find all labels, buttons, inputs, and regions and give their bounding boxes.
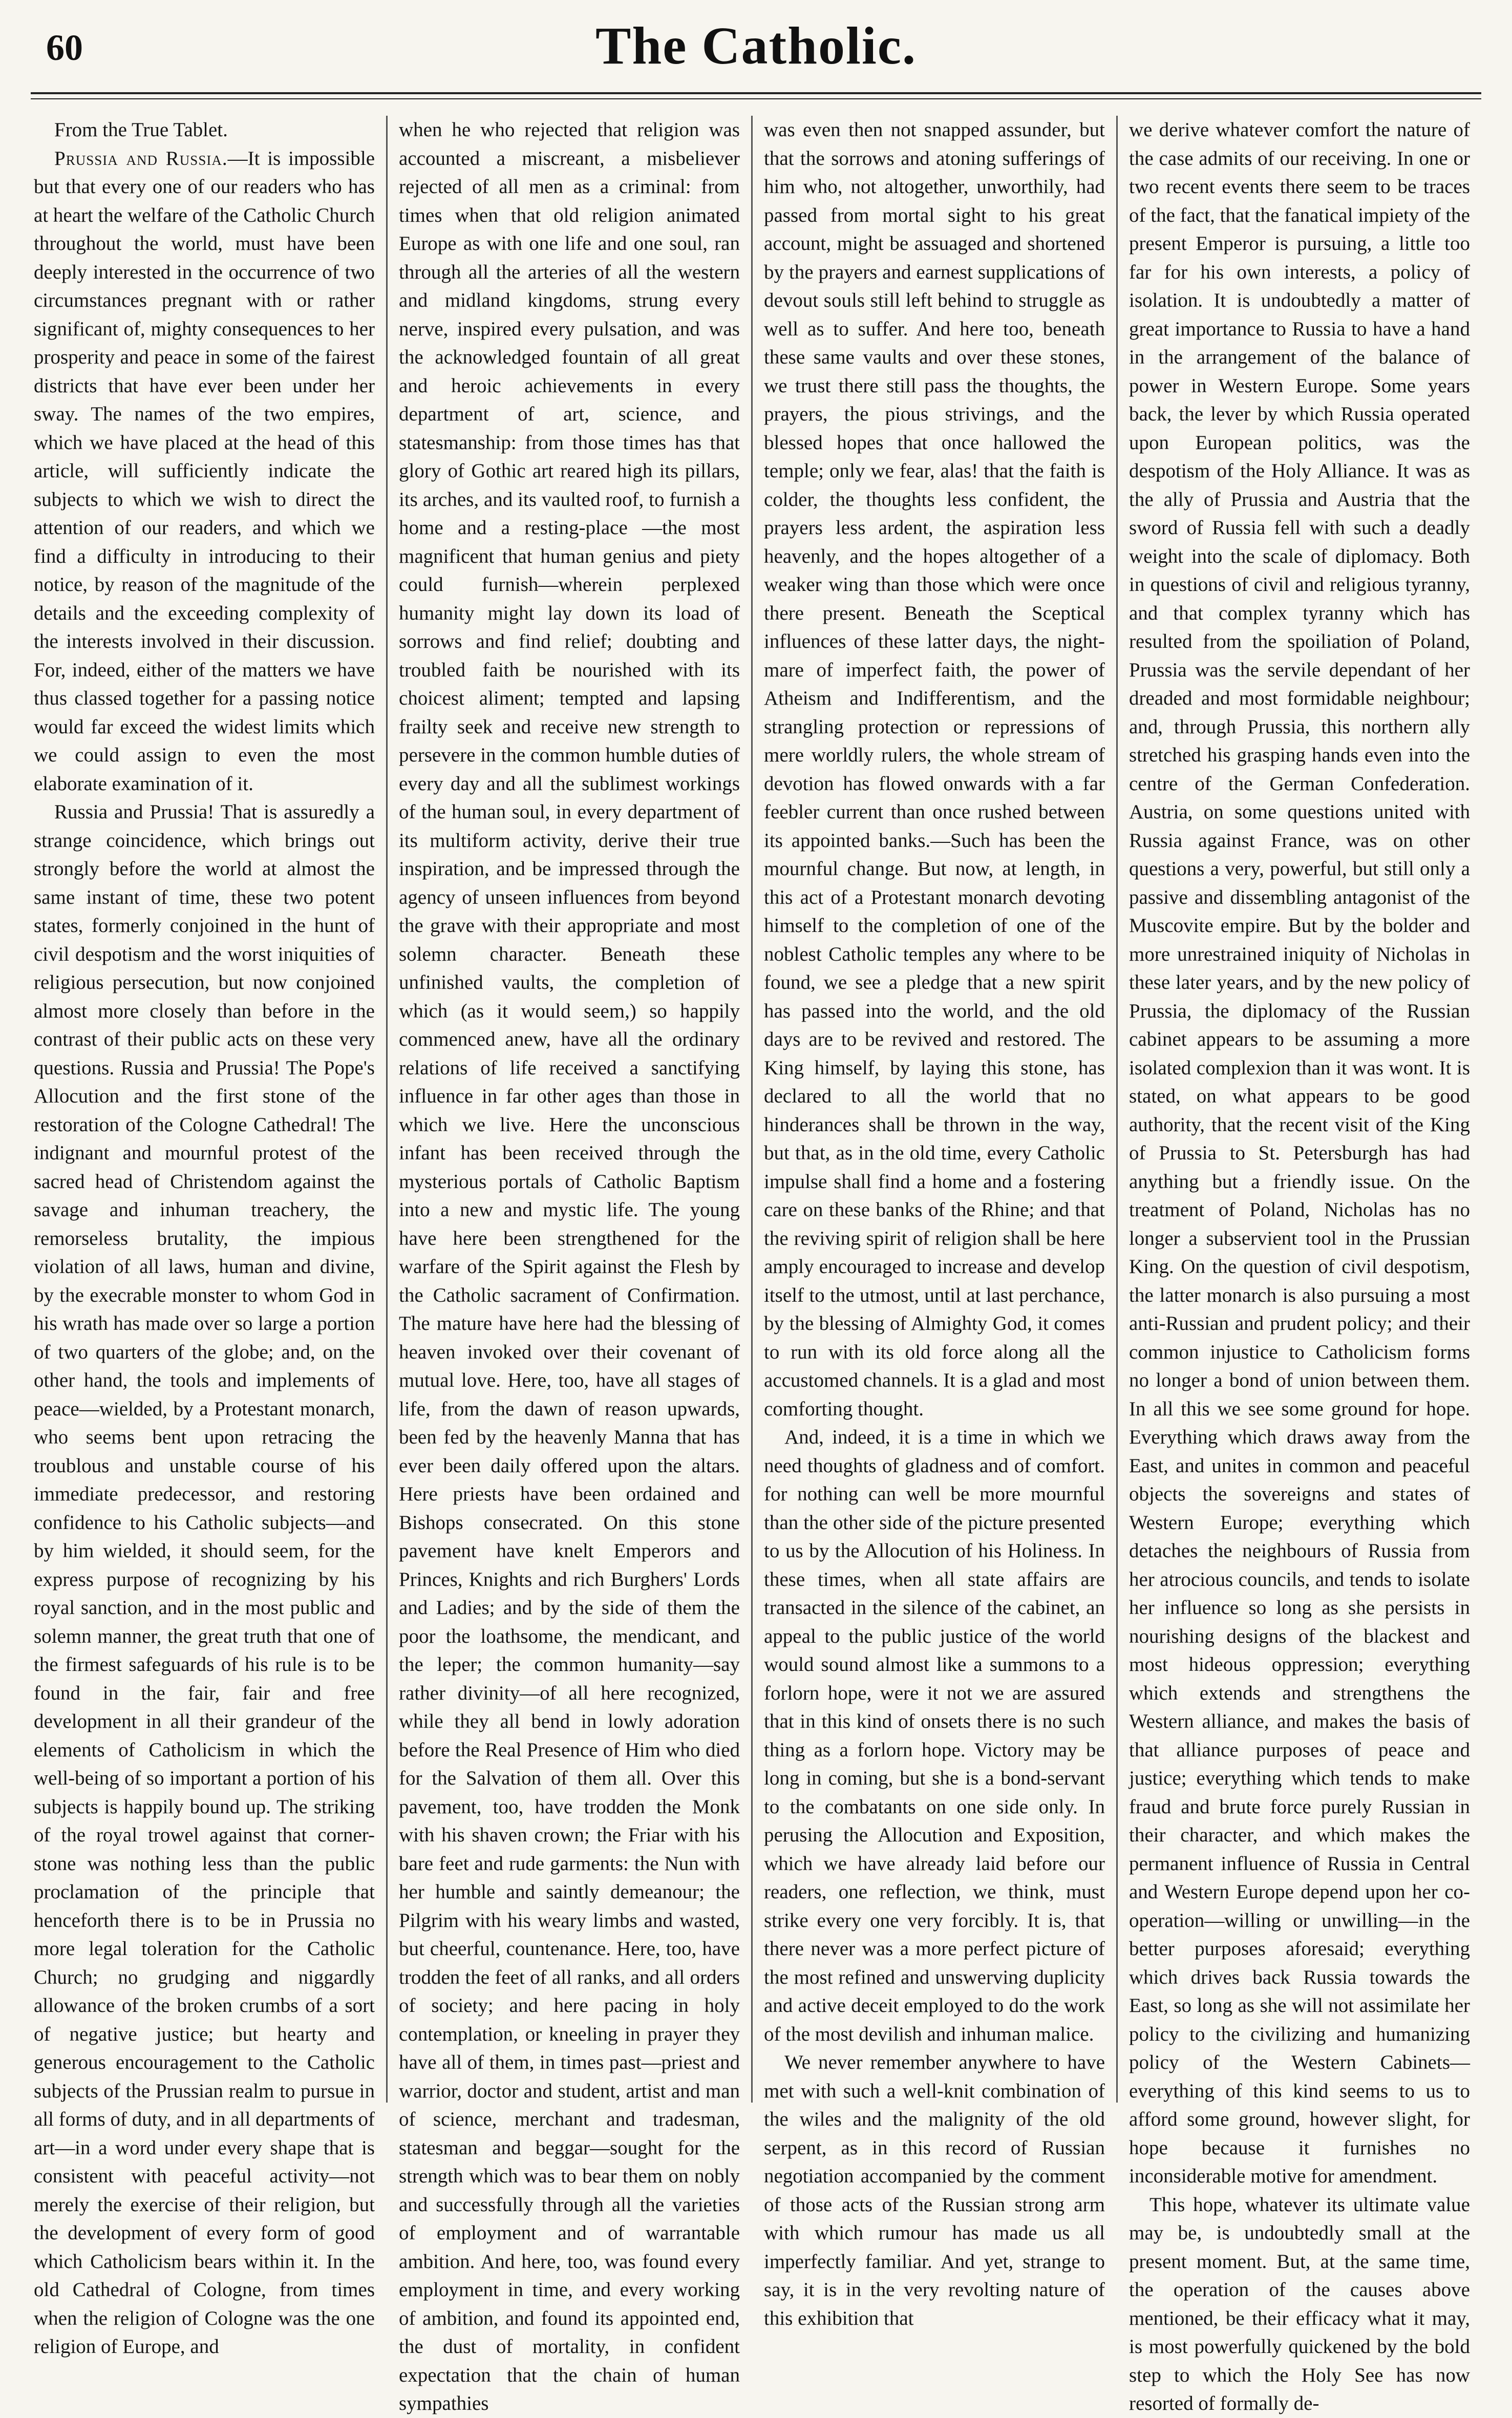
text-column-4: [1116, 116, 1481, 2414]
paragraph-text: —It is impossible but that every one of our readers who has at heart the welfare of the Catholic Church throughout the world, must have been deeply interested in the occurrence of two circumstances pregnant with or rather significant of, mighty consequences to her prosperity and peace in some of the fairest districts that have ever been under her sway. The names of the two empires, which we have placed at the head of this article, will sufficiently indicate the subjects to which we wish to direct the attention of our readers, and which we find a difficulty in introducing to their notice, by reason of the magnitude of the details and the exceeding complexity of the interests involved in their discussion. For, indeed, either of the matters we have thus classed together for a passing notice would far exceed the widest limits which we could assign to even the most elaborate examination of it.: [34, 147, 375, 795]
page-header: [31, 15, 1481, 87]
article-paragraph: We never remember anywhere to have met with such a well-knit combination of the wiles and the malignity of the old serpent, as in this record of Russian negotiation accompanied by the comment of those acts of the Russian strong arm with which rumour has made us all imperfectly familiar. And yet, strange to say, it is in the very revolting nature of this exhibition that: [764, 2051, 1105, 2329]
text-column-1: [31, 116, 386, 2358]
article-title: Prussia and Russia.: [54, 147, 228, 169]
article-paragraph: And, indeed, it is a time in which we need thoughts of gladness and of comfort. for nothing can well be more mournful than the other side of the picture presented to us by the Allocution of his Holiness. In these times, when all state affairs are transacted in the silence of the cabinet, an appeal to the public justice of the world would sound almost like a summons to a forlorn hope, were it not we are assured that in this kind of onsets there is no such thing as a forlorn hope. Victory may be long in coming, but she is a bond-servant to the combatants on one side only. In perusing the Allocution and Exposition, which we have already laid before our readers, one reflection, we think, must strike every one very forcibly. It is, that there never was a more perfect picture of the most refined and unswerving duplicity and active deceit employed to do the work of the most devilish and inhuman malice.: [764, 1426, 1105, 2045]
article-paragraph: when he who rejected that religion was accounted a miscreant, a misbeliever rejected of all men as a criminal: from times when that old religion animated Europe as with one life and one soul, ran through all the arteries of all the western and midland kingdoms, strung every nerve, inspired every pulsation, and was the acknowledged fountain of all great and heroic achievements in every department of art, science, and statesmanship: from those times has that glory of Gothic art reared high its pillars, its arches, and its vaulted roof, to furnish a home and a resting-place —the most magnificent that human genius and piety could furnish—wherein perplexed humanity might lay down its load of sorrows and find relief; doubting and troubled faith be nourished with its choicest aliment; tempted and lapsing frailty seek and receive new strength to persevere in the common humble duties of every day and all the sublimest workings of the human soul, in every department of its multiform activity, derive their true inspiration, and be impressed through the agency of unseen influences from beyond the grave with their appropriate and most solemn character. Beneath these unfinished vaults, the completion of which (as it would seem,) so happily commenced anew, have all the ordinary relations of life received a sanctifying influence in far other ages than those in which we live. Here the unconscious infant has been received through the mysterious portals of Catholic Baptism into a new and mystic life. The young have here been strengthened for the warfare of the Spirit against the Flesh by the Catholic sacrament of Confirmation. The mature have here had the blessing of heaven invoked over their covenant of mutual love. Here, too, have all stages of life, from the dawn of reason upwards, been fed by the heavenly Manna that has ever been daily offered upon the altars. Here priests have been ordained and Bishops consecrated. On this stone pavement have knelt Emperors and Princes, Knights and rich Burghers' Lords and Ladies; and by the side of them the poor the loathsome, the mendicant, and the leper; the common humanity—say rather divinity—of all here recognized, while they all bend in lowly adoration before the Real Presence of Him who died for the Salvation of them all. Over this pavement, too, have trodden the Monk with his shaven crown; the Friar with his bare feet and rude garments: the Nun with her humble and saintly demeanour; the Pilgrim with his weary limbs and wasted, but cheerful, countenance. Here, too, have trodden the feet of all ranks, and all orders of society; and here pacing in holy contemplation, or kneeling in prayer they have all of them, in times past—priest and warrior, doctor and student, artist and man of science, merchant and tradesman, statesman and beggar—sought for the strength which was to bear them on nobly and successfully through all the varieties of employment and of warrantable ambition. And here, too, was found every employment in time, and every working of ambition, and found its appointed end, the dust of mortality, in confident expectation that the chain of human sympathies: [399, 119, 740, 2414]
header-rule: [31, 92, 1481, 94]
page-number: 60: [46, 27, 83, 68]
article-paragraph: Russia and Prussia! That is assuredly a strange coincidence, which brings out strongly before the world at almost the same instant of time, these two potent states, formerly conjoined in the hunt of civil despotism and the worst iniquities of religious persecution, but now conjoined almost more closely than before in the contrast of their public acts on these very questions. Russia and Prussia! The Pope's Allocution and the first stone of the restoration of the Cologne Cathedral! The indignant and mournful protest of the sacred head of Christendom against the savage and inhuman treachery, the remorseless brutality, the impious violation of all laws, human and divine, by the execrable monster to whom God in his wrath has made over so large a portion of two quarters of the globe; and, on the other hand, the tools and implements of peace—wielded, by a Protestant monarch, who seems bent upon retracing the troublous and unstable course of his immediate predecessor, and restoring confidence to his Catholic subjects—and by him wielded, it should seem, for the express purpose of recognizing by his royal sanction, and in the most public and solemn manner, the great truth that one of the firmest safeguards of his rule is to be found in the fair, fair and free development in all their grandeur of the elements of Catholicism in which the well-being of so important a portion of his subjects is happily bound up. The striking of the royal trowel against that corner-stone was nothing less than the public proclamation of the principle that henceforth there is to be in Prussia no more legal toleration for the Catholic Church; no grudging and niggardly allowance of the broken crumbs of a sort of negative justice; but hearty and generous encouragement to the Catholic subjects of the Prussian realm to pursue in all forms of duty, and in all departments of art—in a word under every shape that is consistent with peaceful activity—not merely the exercise of their religion, but the development of every form of good which Catholicism bears within it. In the old Cathedral of Cologne, from times when the religion of Cologne was the one religion of Europe, and: [34, 801, 375, 2358]
article-paragraph: This hope, whatever its ultimate value may be, is undoubtedly small at the present moment. But, at the same time, the operation of the causes above mentioned, be their efficacy what it may, is most powerfully quickened by the bold step to which the Holy See has now resorted of formally de-: [1129, 2193, 1470, 2414]
article-paragraph: was even then not snapped assunder, but that the sorrows and atoning sufferings of him who, not altogether, unworthily, had passed from mortal sight to his great account, might be assuaged and shortened by the prayers and earnest supplications of devout souls still left behind to struggle as well as to suffer. And here too, beneath these same vaults and over these stones, we trust there still pass the thoughts, the prayers, the pious strivings, and the blessed hopes that once hallowed the temple; only we fear, alas! that the faith is colder, the thoughts less confident, the prayers less ardent, the aspiration less heavenly, and the hopes altogether of a weaker wing than those which were once there present. Beneath the Sceptical influences of these latter days, the night-mare of imperfect faith, the power of Atheism and Indifferentism, and the strangling protection or repressions of mere worldly rulers, the whole stream of devotion has flowed onwards with a far feebler current than once rushed between its appointed banks.—Such has been the mournful change. But now, at length, in this act of a Protestant monarch devoting himself to the completion of one of the noblest Catholic temples any where to be found, we see a pledge that a new spirit has passed into the world, and the old days are to be revived and restored. The King himself, by laying this stone, has declared to all the world that no hinderances shall be thrown in the way, but that, as in the old time, every Catholic impulse shall find a home and a fostering care on these banks of the Rhine; and that the reviving spirit of religion shall be here amply encouraged to increase and develop itself to the utmost, until at last perchance, by the blessing of Almighty God, it comes to run with its old force along all the accustomed channels. It is a glad and most comforting thought.: [764, 119, 1105, 1420]
article-columns: [31, 116, 1481, 2414]
header-rule-thin: [31, 98, 1481, 99]
article-paragraph: [34, 144, 375, 798]
text-column-2: [386, 116, 751, 2414]
masthead-title: The Catholic.: [595, 16, 917, 75]
article-source: From the True Tablet.: [54, 119, 228, 141]
article-paragraph: we derive whatever comfort the nature of the case admits of our receiving. In one or two recent events there seem to be traces of the fact, that the fanatical impiety of the present Emperor is pursuing, a little too far for his own interests, a policy of isolation. It is undoubtedly a matter of great importance to Russia to have a hand in the arrangement of the balance of power in Western Europe. Some years back, the lever by which Russia operated upon European politics, was the despotism of the Holy Alliance. It was as the ally of Prussia and Austria that the sword of Russia fell with such a deadly weight into the scale of diplomacy. Both in questions of civil and religious tyranny, and that complex tyranny which has resulted from the spoiliation of Poland, Prussia was the servile dependant of her dreaded and most formidable neighbour; and, through Prussia, this northern ally stretched his grasping hands even into the centre of the German Confederation. Austria, on some questions united with Russia against France, was on other questions a very, powerful, but still only a passive and dissembling antagonist of the Muscovite empire. But by the bolder and more unrestrained iniquity of Nicholas in these later years, and by the new policy of Prussia, the diplomacy of the Russian cabinet appears to be assuming a more isolated complexion than it was wont. It is stated, on what appears to be good authority, that the recent visit of the King of Prussia to St. Petersburgh has had anything but a friendly issue. On the treatment of Poland, Nicholas has no longer a subservient tool in the Prussian King. On the question of civil despotism, the latter monarch is also pursuing a most anti-Russian and prudent policy; and their common injustice to Catholicism forms no longer a bond of union between them. In all this we see some ground for hope. Everything which draws away from the East, and unites in common and peaceful objects the sovereigns and states of Western Europe; everything which detaches the neighbours of Russia from her atrocious councils, and tends to isolate her influence so long as she persists in nourishing designs of the blackest and most hideous oppression; everything which extends and strengthens the Western alliance, and makes the basis of that alliance purposes of peace and justice; everything which tends to make fraud and brute force purely Russian in their character, and which makes the permanent influence of Russia in Central and Western Europe depend upon her co-operation—willing or unwilling—in the better purposes aforesaid; everything which drives back Russia towards the East, so long as she will not assimilate her policy to the civilizing and humanizing policy of the Western Cabinets—everything of this kind seems to us to afford some ground, however slight, for hope because it furnishes no inconsiderable motive for amendment.: [1129, 119, 1470, 2187]
text-column-3: [751, 116, 1116, 2329]
